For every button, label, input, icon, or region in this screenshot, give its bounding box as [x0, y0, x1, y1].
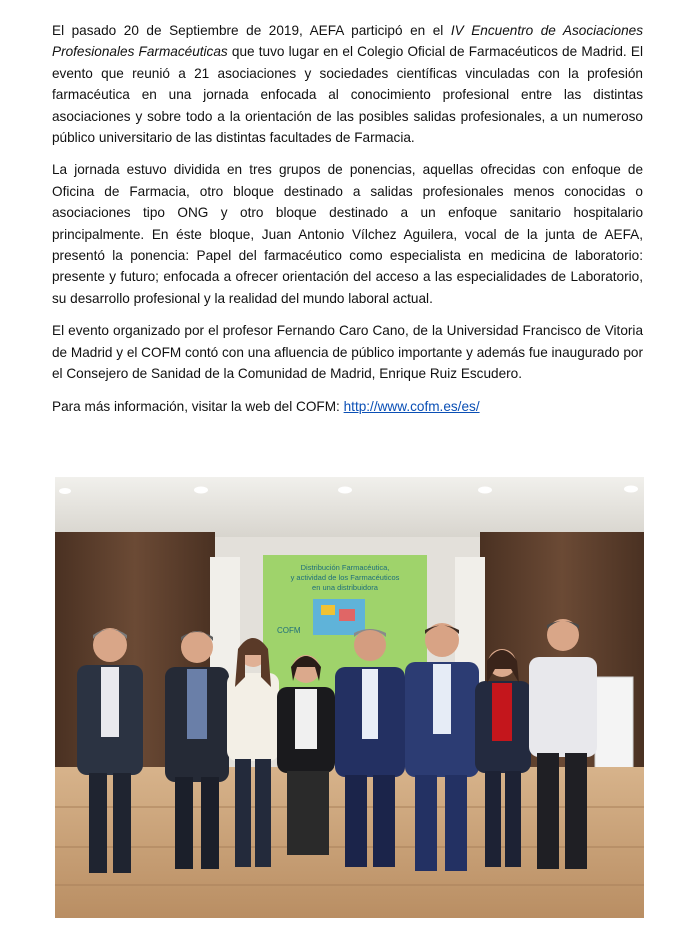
ceiling-light — [338, 487, 352, 494]
screen-image-boxes — [339, 609, 355, 621]
article-text — [52, 20, 643, 428]
ceiling-light — [624, 486, 638, 493]
ceiling-light — [478, 487, 492, 494]
screen-image-boxes — [321, 605, 335, 615]
ceiling-light — [194, 487, 208, 494]
screen-title-line-3: en una distribuidora — [312, 583, 378, 592]
paragraph-4: Para más información, visitar la web del COFM: http://www.cofm.es/es/ — [52, 398, 480, 414]
screen-title-line-2: y actividad de los Farmacéuticos — [290, 573, 400, 582]
event-name: IV Encuentro de Asociaciones Profesionales Farmacéuticas — [52, 23, 643, 60]
paragraph-2: La jornada estuvo dividida en tres grupos de ponencias, aquellas ofrecidas con enfoque de Oficina de Farmacia, otro bloque destinado a salidas profesionales menos conocidas o asociaciones tipo ONG y otro bloque destinado a un enfoque sanitario hospitalario principalmente. En éste bloque, Juan Antonio Vílchez Aguilera, vocal de la junta de AEFA, presentó la ponencia: Papel del farmacéutico como especialista en medicina de laboratorio: presente y futuro; enfocada a ofrecer orientación del acceso a las especialidades de Laboratorio, su desarrollo profesional y la realidad del mundo laboral actual. — [52, 162, 643, 306]
paragraph-3: El evento organizado por el profesor Fernando Caro Cano, de la Universidad Francisco de Vitoria de Madrid y el COFM contó con una afluencia de público importante y además fue inaugurado por el Consejero de Sanidad de la Comunidad de Madrid, Enrique Ruiz Escudero. — [52, 323, 643, 382]
paragraph-1: El pasado 20 de Septiembre de 2019, AEFA participó en el IV Encuentro de Asociaciones Profesionales Farmacéuticas que tuvo lugar en el Colegio Oficial de Farmacéuticos de Madrid. El evento que reunió a 21 asociaciones y sociedades científicas vinculadas con la profesión farmacéutica en una jornada enfocada al conocimiento profesional entre las distintas asociaciones y sobre todo a la orientación de las posibles salidas profesionales, a un numeroso público universitario de las distintas facultades de Farmacia. — [52, 23, 643, 146]
group-photo-illustration — [55, 477, 644, 918]
event-group-photo — [55, 477, 644, 918]
screen-logo: COFM — [277, 626, 301, 635]
podium — [595, 677, 633, 777]
screen-title-line-1: Distribución Farmacéutica, — [300, 563, 390, 572]
cofm-link[interactable]: http://www.cofm.es/es/ — [343, 398, 480, 414]
ceiling-light — [59, 488, 71, 494]
ceiling — [55, 477, 644, 537]
